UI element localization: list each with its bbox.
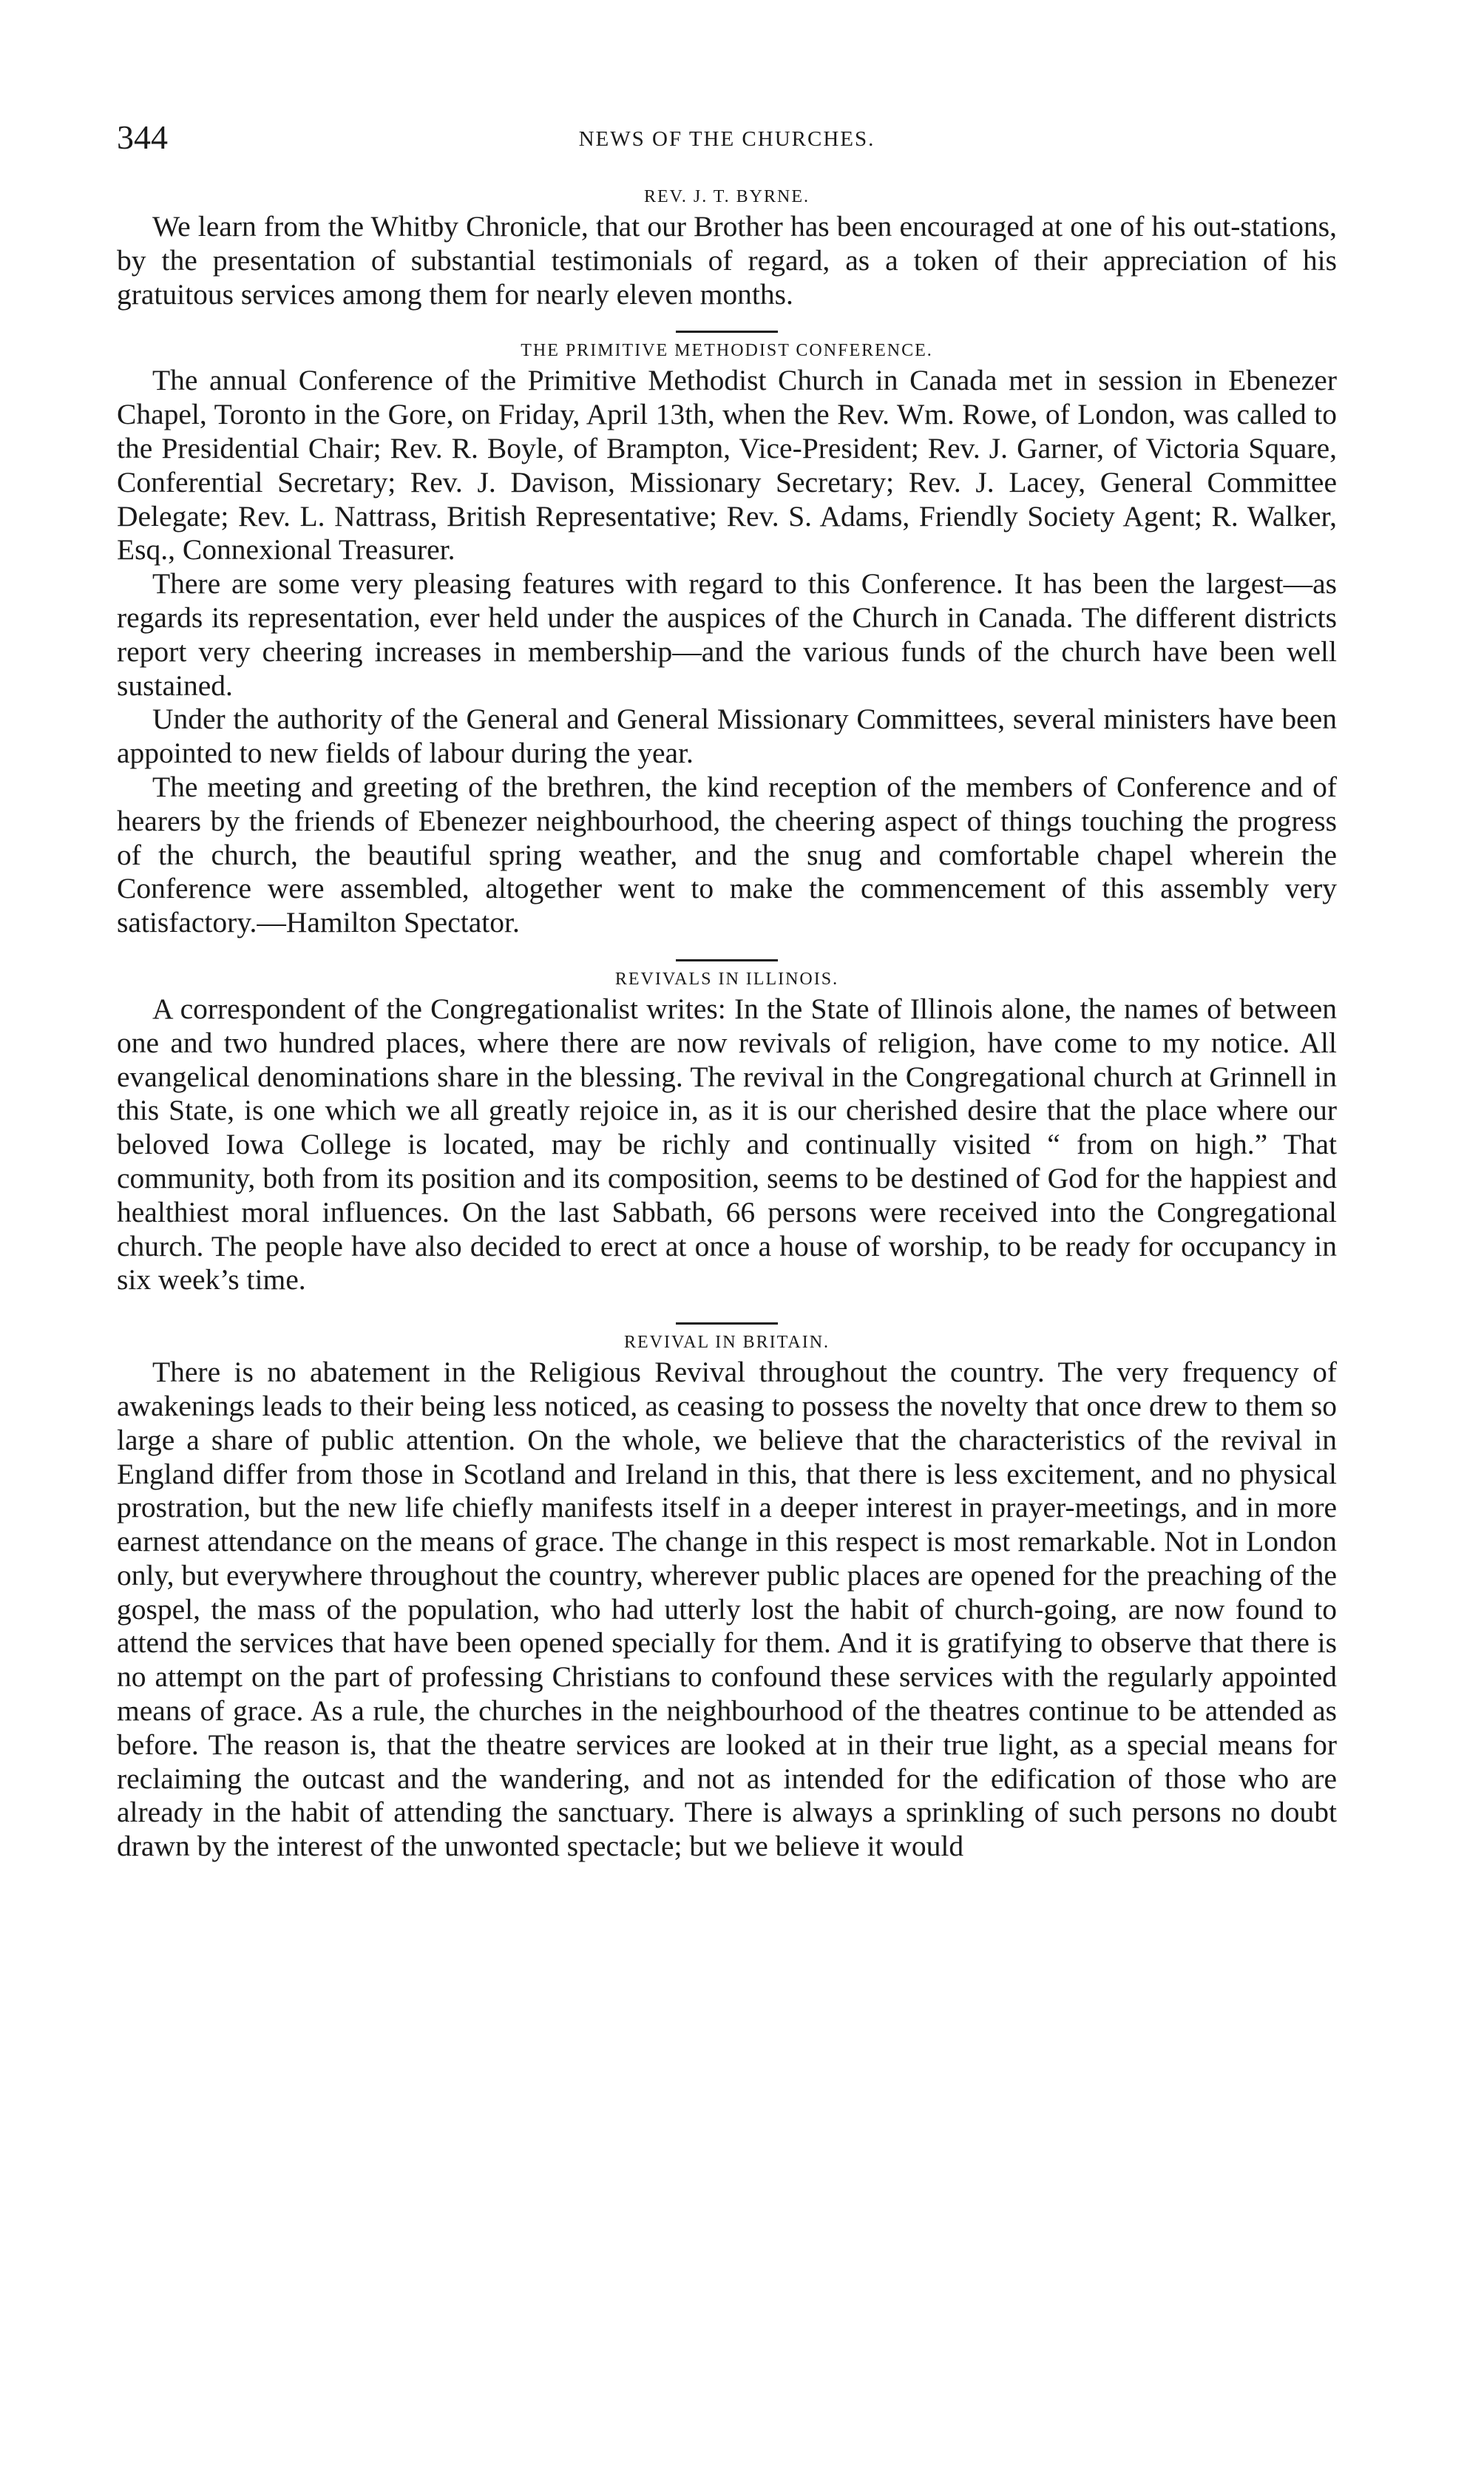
section-revivals-illinois (117, 966, 1337, 1297)
page-number: 344 (117, 118, 168, 156)
paragraph: The annual Conference of the Primitive Methodist Church in Canada met in session in Ebenezer Chapel, Toronto in the Gore, on Friday, April 13th, when the Rev. Wm. Rowe, of London, was called to the Presidential Chair; Rev. R. Boyle, of Brampton, Vice-President; Rev. J. Garner, of Victoria Square, Conferential Secretary; Rev. J. Davison, Missionary Secretary; Rev. J. Lacey, General Committee Delegate; Rev. L. Nattrass, British Representative; Rev. S. Adams, Friendly Society Agent; R. Walker, Esq., Connexional Treasurer. (117, 364, 1337, 567)
paragraph: Under the authority of the General and General Missionary Committees, several ministers have been appointed to new fields of labour during the year. (117, 703, 1337, 770)
paragraph: The meeting and greeting of the brethren, the kind reception of the members of Conference and of hearers by the friends of Ebenezer neighbourhood, the cheering aspect of things touching the progress of the church, the beautiful spring weather, and the snug and comfortable chapel wherein the Conference were assembled, altogether went to make the commencement of this assembly very satisfactory.—Hamilton Spectator. (117, 770, 1337, 939)
section-heading: REVIVAL IN BRITAIN. (623, 1333, 830, 1353)
running-header (117, 115, 1337, 160)
section-primitive-methodist (117, 337, 1337, 940)
paragraph: A correspondent of the Congregationalist writes: In the State of Illinois alone, the names of between one and two hundred places, where there are now revivals of religion, have come to my notice. All evangelical denominations share in the blessing. The revival in the Congregational church at Grinnell in this State, is one which we all greatly rejoice in, as it is our cherished desire that the place where our beloved Iowa College is located, may be richly and continually visited “ from on high.” That community, both from its position and its composition, seems to be destined of God for the happiest and healthiest moral influences. On the last Sabbath, 66 persons were received into the Congregational church. The people have also decided to erect at once a house of worship, to be ready for occupancy in six week’s time. (117, 992, 1337, 1296)
section-revival-britain (117, 1329, 1337, 1864)
paragraph: There is no abatement in the Religious Revival throughout the country. The very frequency of awakenings leads to their being less noticed, as ceasing to possess the novelty that once drew to them so large a share of public attention. On the whole, we believe that the characteristics of the revival in England differ from those in Scotland and Ireland in this, that there is less excitement, and no physical prostration, but the new life chiefly manifests itself in a deeper interest in prayer-meetings, and in more earnest attendance on the means of grace. The change in this respect is most remarkable. Not in London only, but everywhere throughout the country, wherever public places are opened for the preaching of the gospel, the mass of the population, who had utterly lost the habit of church-going, are now found to attend the services that have been opened specially for them. And it is gratifying to observe that there is no attempt on the part of professing Christians to confound these services with the regularly appointed means of grace. As a rule, the churches in the neighbourhood of the theatres continue to be attended as before. The reason is, that the theatre services are looked at in their true light, as a special means for reclaiming the outcast and the wandering, and not as intended for the edification of those who are already in the habit of attending the sanctuary. There is always a sprinkling of such persons no doubt drawn by the interest of the unwonted spectacle; but we believe it would (117, 1356, 1337, 1863)
section-divider (676, 1322, 778, 1325)
paragraph: There are some very pleasing features with regard to this Conference. It has been the largest—as regards its representation, ever held under the auspices of the Church in Canada. The different districts report very cheering increases in membership—and the various funds of the church have been well sustained. (117, 567, 1337, 702)
section-rev-byrne (117, 183, 1337, 311)
section-heading: REVIVALS IN ILLINOIS. (614, 969, 839, 989)
paragraph: We learn from the Whitby Chronicle, that our Brother has been encouraged at one of his out-stations, by the presentation of substantial testimonials of regard, as a token of their appreciation of his gratuitous services among them for nearly eleven months. (117, 210, 1337, 311)
article-body (117, 183, 1337, 1864)
section-heading: REV. J. T. BYRNE. (643, 187, 810, 206)
section-heading: THE PRIMITIVE METHODIST CONFERENCE. (521, 341, 933, 361)
running-title: NEWS OF THE CHURCHES. (578, 127, 875, 151)
section-divider (676, 331, 778, 333)
section-divider (676, 959, 778, 961)
